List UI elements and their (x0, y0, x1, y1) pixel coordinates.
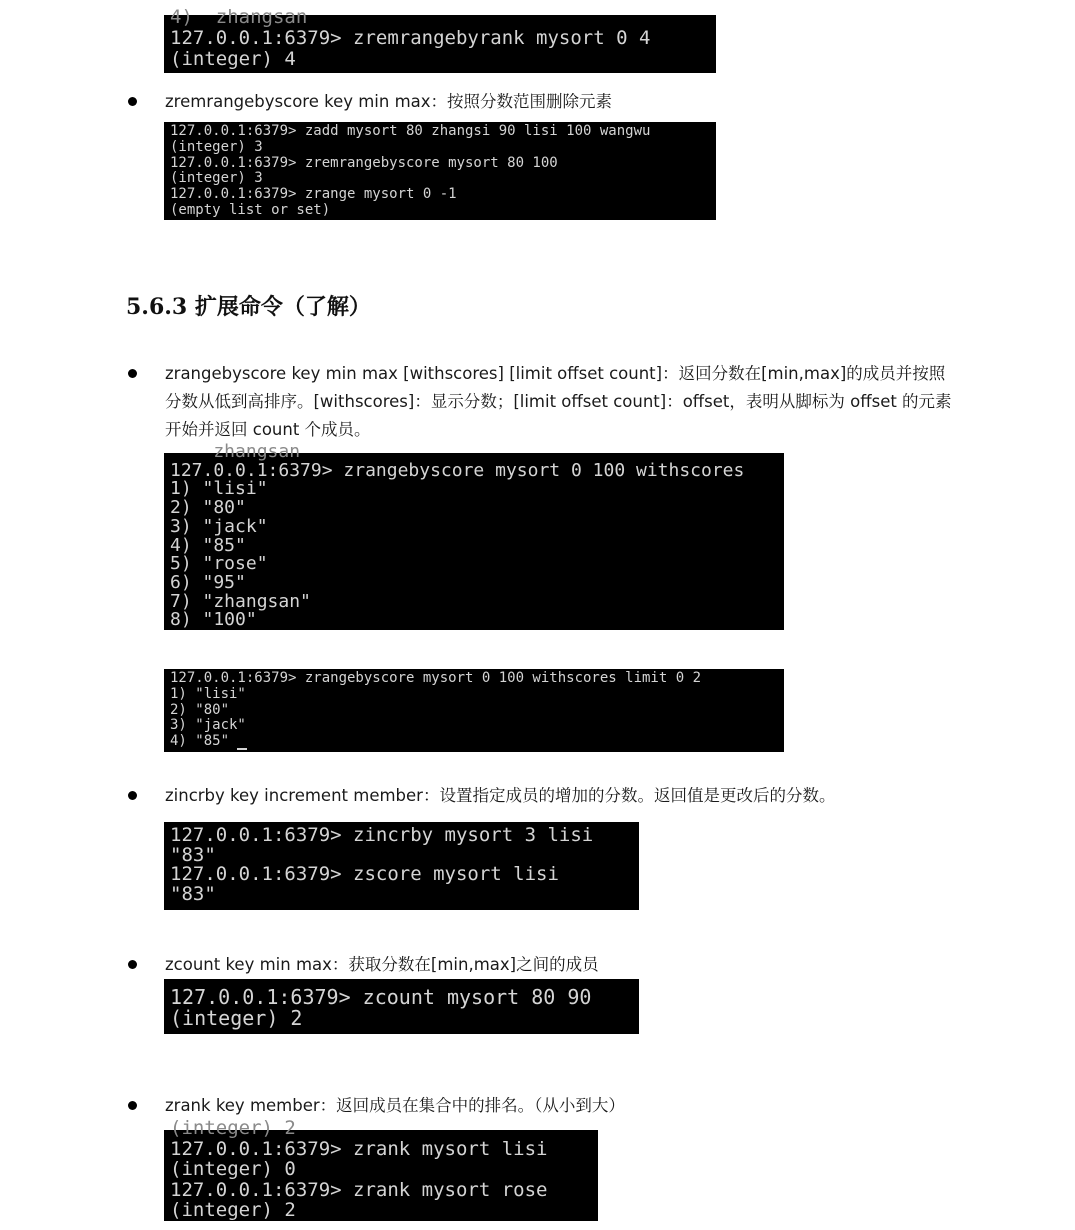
terminal-line: 3) "jack" (170, 717, 246, 734)
terminal-line: 127.0.0.1:6379> zscore mysort lisi (170, 863, 559, 885)
terminal-screenshot-zremrangebyscore (164, 122, 716, 220)
terminal-line: 127.0.0.1:6379> zrank mysort rose (170, 1178, 548, 1201)
bullet-text: zcount key min max：获取分数在[min,max]之间的成员 (165, 955, 599, 974)
terminal-line-text: 4) "85" (170, 733, 230, 750)
terminal-line: 127.0.0.1:6379> zremrangebyscore mysort 80 100 (170, 154, 558, 171)
terminal-line: 2) "80" (170, 701, 230, 718)
terminal-line: (integer) 4 (170, 48, 296, 70)
terminal-line: 127.0.0.1:6379> zrank mysort lisi (170, 1137, 548, 1160)
terminal-line: (integer) 3 (170, 170, 263, 187)
terminal-line: (integer) 2 (170, 1117, 296, 1139)
terminal-line: 127.0.0.1:6379> zincrby mysort 3 lisi (170, 824, 594, 846)
terminal-line: (empty list or set) (170, 201, 331, 218)
terminal-line: (integer) 3 (170, 138, 263, 155)
terminal-screenshot-zcount (164, 979, 639, 1034)
terminal-line: 127.0.0.1:6379> zremrangebyrank mysort 0 4 (170, 27, 651, 49)
section-heading: 5.6.3 扩展命令（了解） (126, 294, 371, 320)
bullet-text: zrangebyscore key min max [withscores] [limit offset count]：返回分数在[min,max]的成员并按照分数从低到高排序。[withscores]：显示分数；[limit offset count]：offset，表明从脚标为 offset 的元素开始并返回 count 个成员。 (165, 364, 952, 439)
terminal-line: 8) "100" (170, 609, 257, 631)
bullet-dot-icon (128, 97, 137, 106)
bullet-dot-icon (128, 791, 137, 800)
terminal-line: 5) "rose" (170, 553, 268, 575)
terminal-line: (integer) 2 (170, 1199, 296, 1221)
bullet-text: zincrby key increment member：设置指定成员的增加的分数。返回值是更改后的分数。 (165, 786, 836, 805)
cursor-icon (237, 748, 247, 750)
bullet-text: zremrangebyscore key min max：按照分数范围删除元素 (165, 92, 613, 111)
terminal-line (170, 734, 784, 750)
terminal-line: 127.0.0.1:6379> zrangebyscore mysort 0 100 withscores limit 0 2 (170, 670, 702, 686)
terminal-screenshot-zremrangebyrank (164, 6, 716, 73)
terminal-screenshot-zrangebyscore-withscores (164, 441, 784, 631)
terminal-line: 127.0.0.1:6379> zadd mysort 80 zhangsi 90 lisi 100 wangwu (170, 123, 651, 139)
terminal-screenshot-zrank (164, 1117, 598, 1221)
terminal-line: 127.0.0.1:6379> zcount mysort 80 90 (170, 985, 592, 1009)
terminal-line: 7) "zhangsan" (170, 590, 311, 612)
terminal-line: (integer) 0 (170, 1158, 296, 1180)
terminal-line: 3) "jack" (170, 515, 268, 537)
terminal-line: 1) "lisi" (170, 478, 268, 500)
terminal-line: "83" (170, 882, 216, 905)
terminal-screenshot-zincrby (164, 822, 639, 910)
terminal-line: 4) zhangsan (170, 6, 308, 28)
terminal-line: 2) "80" (170, 497, 246, 519)
terminal-screenshot-zrangebyscore-limit (164, 669, 784, 752)
bullet-dot-icon (128, 1101, 137, 1110)
bullet-text: zrank key member：返回成员在集合中的排名。（从小到大） (165, 1096, 625, 1115)
terminal-line: 4) "85" (170, 534, 246, 556)
terminal-line: (integer) 2 (170, 1006, 303, 1030)
bullet-dot-icon (128, 960, 137, 969)
terminal-line: 6) "95" (170, 571, 246, 593)
bullet-dot-icon (128, 369, 137, 378)
terminal-line: 127.0.0.1:6379> zrangebyscore mysort 0 100 withscores (170, 459, 745, 481)
terminal-line: "83" (170, 843, 216, 866)
terminal-line: 1) "lisi" (170, 685, 246, 702)
terminal-line: zhangsan (170, 441, 301, 462)
terminal-line: 127.0.0.1:6379> zrange mysort 0 -1 (170, 186, 457, 203)
